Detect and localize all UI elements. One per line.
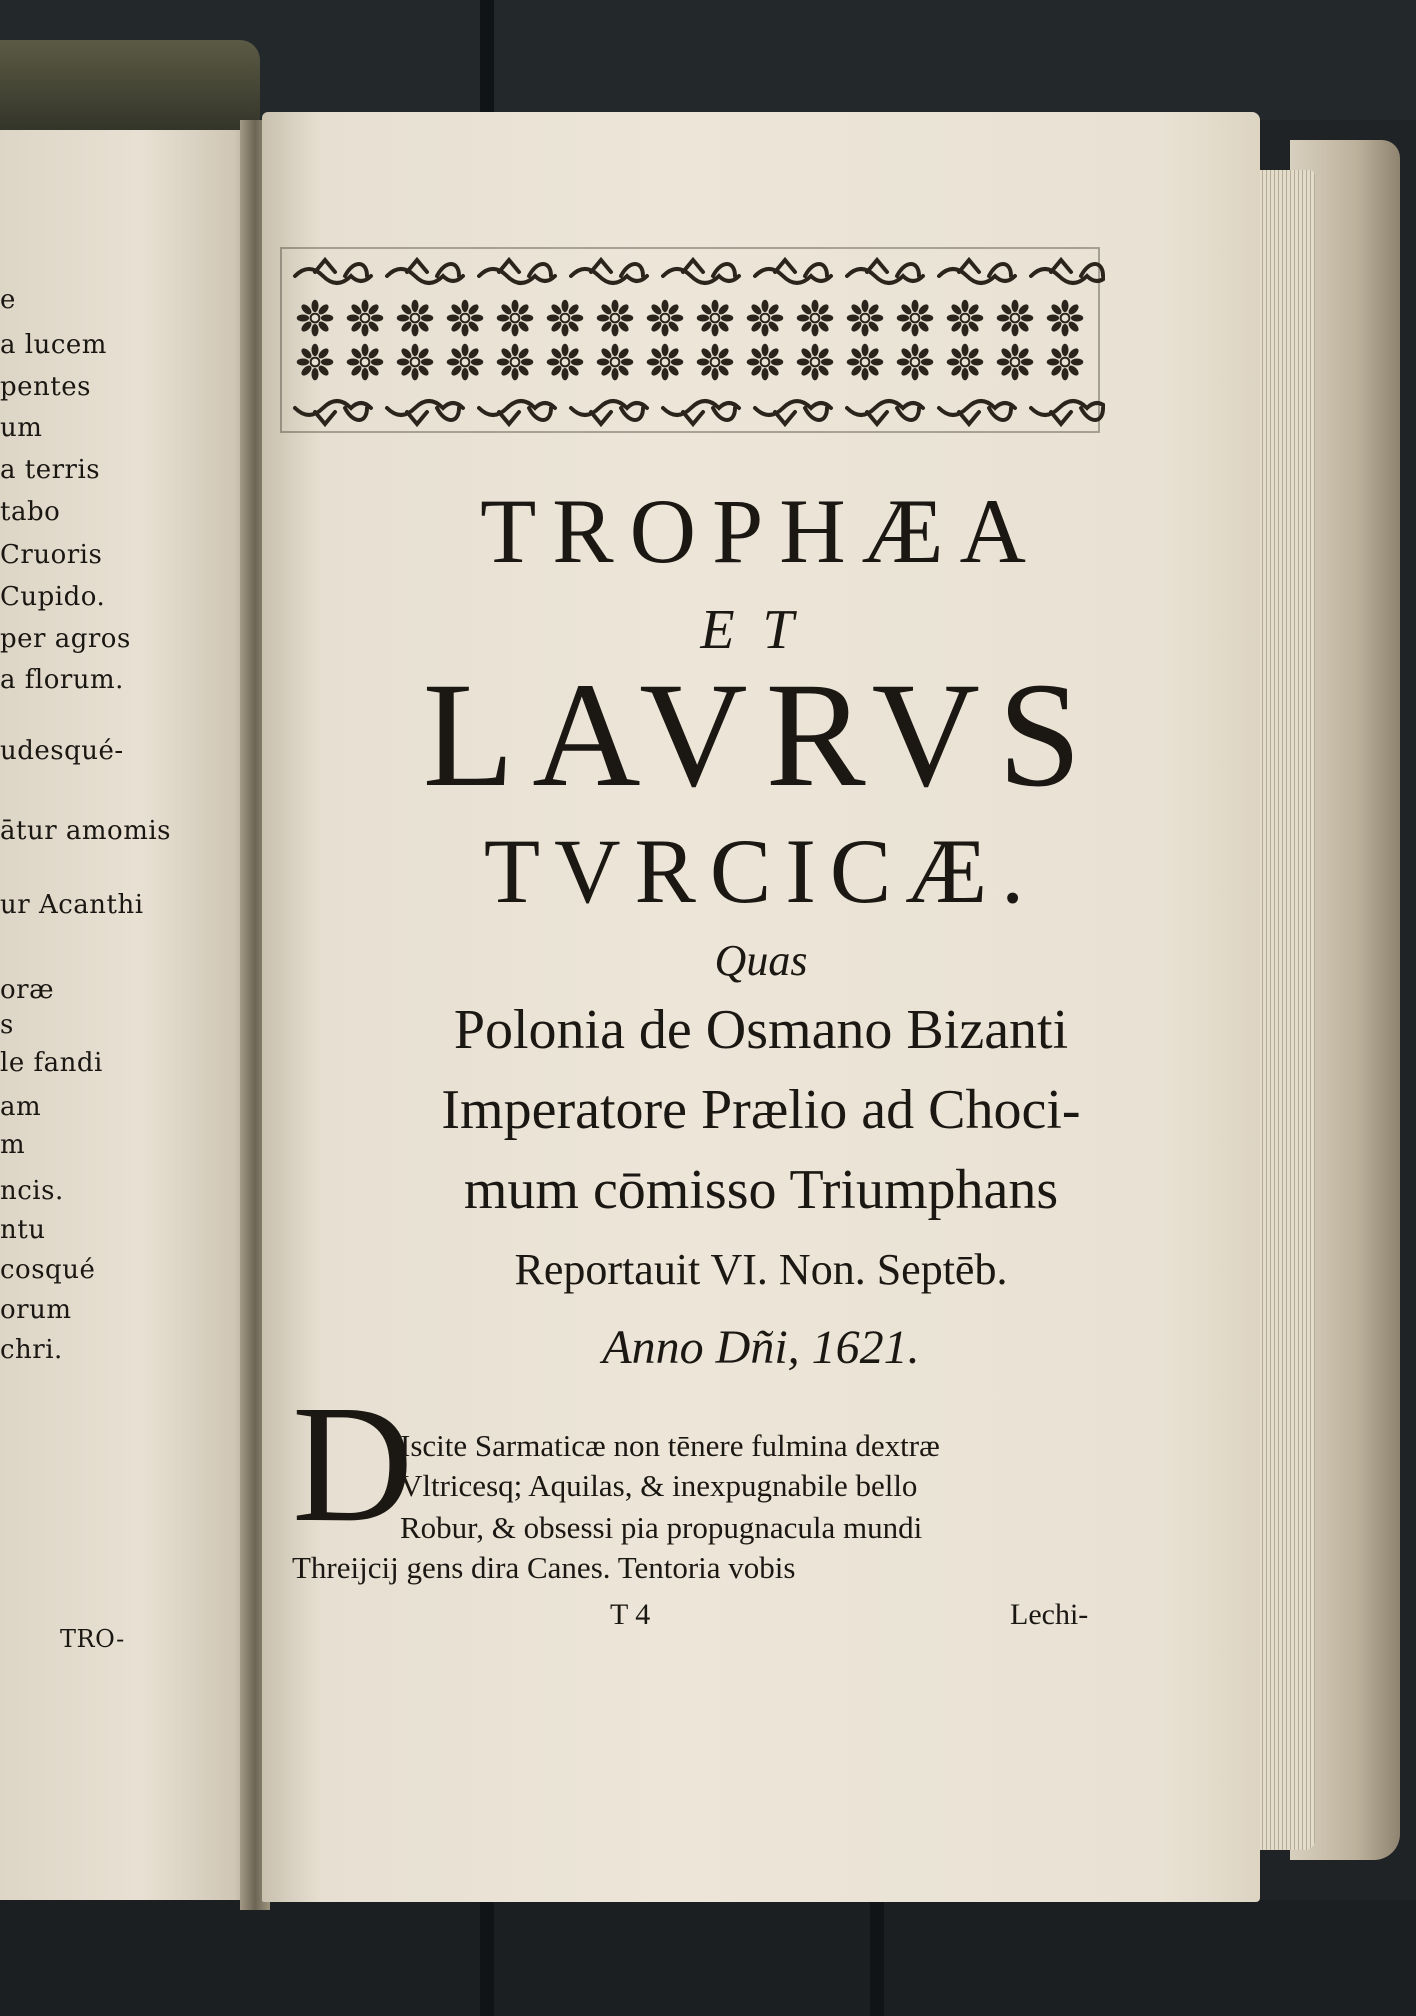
ornament-rosette-icon: [697, 300, 734, 337]
left-page-fragment: ncis.: [0, 1176, 64, 1206]
ornament-rosette-icon: [347, 300, 384, 337]
ornament-scroll-icon: [663, 260, 739, 283]
left-page-fragment: udesqué-: [0, 736, 124, 766]
ornament-scroll-icon: [1031, 401, 1105, 424]
ornament-rosette-icon: [647, 300, 684, 337]
ornament-rosette-icon: [847, 344, 884, 381]
ornament-rosette-icon: [397, 300, 434, 337]
ornament-scroll-icon: [939, 401, 1015, 424]
left-page-fragment: oræ: [0, 975, 55, 1005]
ornament-rosette-icon: [947, 300, 984, 337]
ornament-rosette-icon: [1047, 344, 1084, 381]
ornament-rosette-icon: [947, 344, 984, 381]
left-page-fragment: s: [0, 1010, 14, 1040]
ornament-rosette-icon: [447, 344, 484, 381]
headband: [0, 40, 260, 130]
ornament-rosette-icon: [397, 344, 434, 381]
ornament-scroll-icon: [847, 401, 923, 424]
subtitle-line-4: Reportauit VI. Non. Septēb.: [514, 1245, 1008, 1294]
ornament-rosette-icon: [797, 300, 834, 337]
ornament-rosette-icon: [297, 300, 334, 337]
ornament-scroll-icon: [479, 260, 555, 283]
left-page-fragment: a lucem: [0, 330, 107, 360]
ornament-rosette-icon: [897, 300, 934, 337]
ornament-rosette-icon: [797, 344, 834, 381]
page-edges: [1255, 170, 1315, 1850]
title-line-et: ET: [700, 599, 822, 661]
left-page-fragment: ātur amomis: [0, 816, 172, 846]
ornament-scroll-icon: [571, 260, 647, 283]
title-year: Anno Dñi, 1621.: [602, 1321, 920, 1374]
title-quas: Quas: [714, 936, 808, 985]
left-page-fragment: pentes: [0, 372, 91, 402]
left-page-fragment: tabo: [0, 497, 61, 527]
ornament-rosette-icon: [447, 300, 484, 337]
title-line-trophaea: TROPHÆA: [480, 480, 1042, 582]
ornament-rosette-icon: [847, 300, 884, 337]
left-page-fragment: a florum.: [0, 665, 124, 695]
ornament-rosette-icon: [597, 344, 634, 381]
ornament-rosette-icon: [697, 344, 734, 381]
poem-dropcap: D: [292, 1371, 414, 1557]
ornament-rosette-icon: [547, 300, 584, 337]
left-page-fragment: a terris: [0, 455, 101, 485]
ornament-scroll-icon: [295, 260, 371, 283]
left-page-fragment: ur Acanthi: [0, 890, 144, 920]
left-page-fragment: e: [0, 285, 16, 315]
poem-line-2: Vltricesq; Aquilas, & inexpugnabile bello: [400, 1468, 918, 1503]
ornament-rosette-icon: [597, 300, 634, 337]
left-page-fragment: Cupido.: [0, 582, 106, 612]
poem-line-4: Threijcij gens dira Canes. Tentoria vobis: [292, 1550, 796, 1585]
left-page-fragment: Cruoris: [0, 540, 103, 570]
poem-line-1: Iscite Sarmaticæ non tēnere fulmina dextræ: [400, 1428, 940, 1463]
dark-backdrop-bottom: [0, 1900, 1416, 2016]
ornament-scroll-icon: [847, 260, 923, 283]
ornament-rosette-icon: [497, 300, 534, 337]
ornament-rosette-icon: [647, 344, 684, 381]
ornament-rosette-icon: [297, 344, 334, 381]
ornament-rosette-icon: [997, 300, 1034, 337]
ornament-scroll-icon: [295, 401, 371, 424]
ornament-rosette-icon: [1047, 300, 1084, 337]
ornament-rosette-icon: [997, 344, 1034, 381]
left-page-fragment: cosqué: [0, 1255, 96, 1285]
subtitle-line-2: Imperatore Prælio ad Choci-: [441, 1079, 1081, 1141]
ornament-scroll-icon: [939, 260, 1015, 283]
ornament-scroll-icon: [1031, 260, 1105, 283]
ornament-scroll-icon: [479, 401, 555, 424]
ornament-rosette-icon: [747, 344, 784, 381]
signature-mark: T 4: [610, 1598, 651, 1631]
ornament-scroll-icon: [755, 260, 831, 283]
left-page: [0, 120, 255, 1900]
ornament-scroll-icon: [663, 401, 739, 424]
subtitle-line-3: mum cōmisso Triumphans: [463, 1159, 1059, 1221]
poem-line-3: Robur, & obsessi pia propugnacula mundi: [400, 1510, 923, 1545]
ornament-rosette-icon: [747, 300, 784, 337]
title-line-turcicae: TVRCICÆ.: [483, 820, 1039, 922]
left-page-fragment: chri.: [0, 1335, 63, 1365]
subtitle-line-1: Polonia de Osmano Bizanti: [453, 999, 1069, 1061]
ornament-scroll-icon: [571, 401, 647, 424]
title-line-laurus: LAVRVS: [422, 652, 1100, 818]
ornament-scroll-icon: [755, 401, 831, 424]
left-page-fragment: orum: [0, 1295, 72, 1325]
left-page-fragment: le fandi: [0, 1048, 103, 1078]
ornament-rosette-icon: [347, 344, 384, 381]
left-catchword: TRO-: [60, 1625, 125, 1653]
left-page-fragment: per agros: [0, 624, 131, 654]
ornament-scroll-icon: [387, 401, 463, 424]
left-page-fragment: um: [0, 413, 43, 443]
ornament-rosette-icon: [547, 344, 584, 381]
left-page-fragment: m: [0, 1130, 26, 1160]
ornament-scroll-icon: [387, 260, 463, 283]
ornament-rosette-icon: [497, 344, 534, 381]
left-page-fragment: ntu: [0, 1215, 46, 1245]
ornament-rosette-icon: [897, 344, 934, 381]
left-page-fragment: am: [0, 1092, 42, 1122]
ornament-header: [275, 240, 1105, 440]
catchword: Lechi-: [1010, 1598, 1089, 1631]
